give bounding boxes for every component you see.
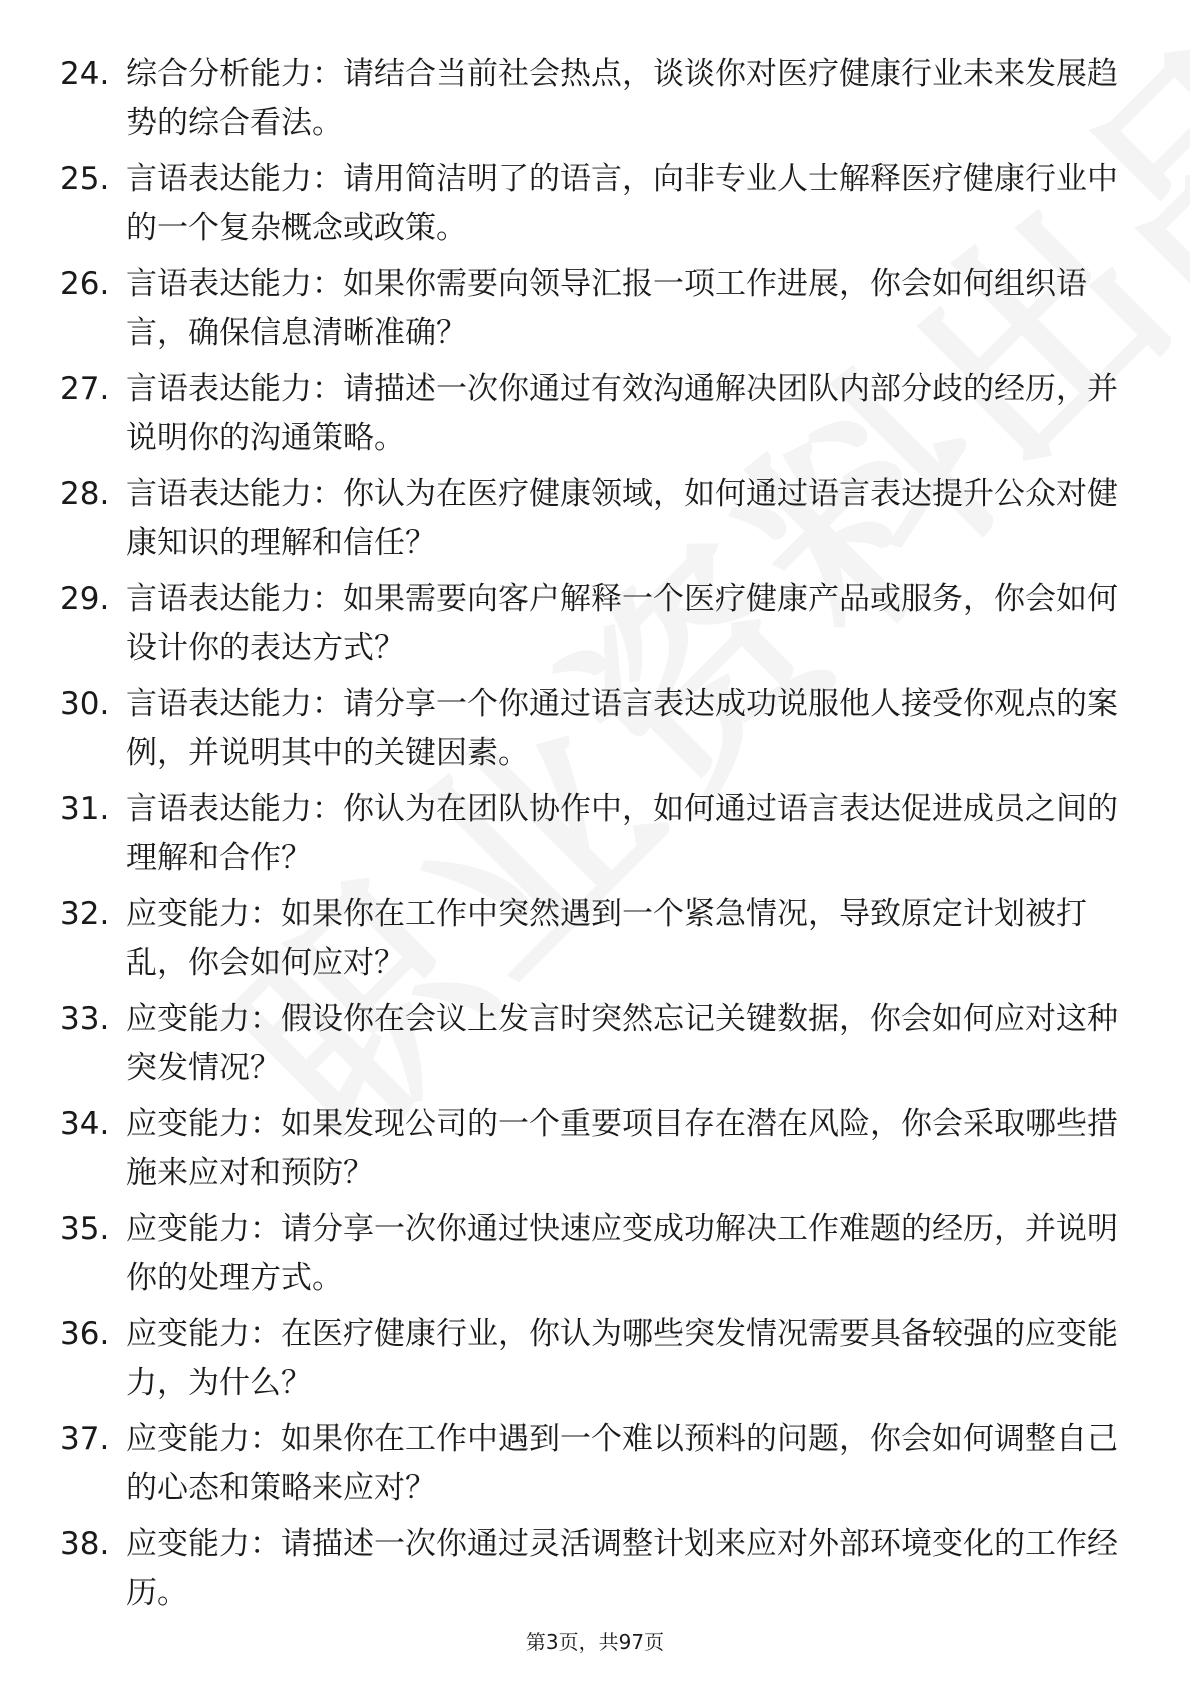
question-item [60, 995, 1120, 1093]
question-text: 应变能力：请分享一次你通过快速应变成功解决工作难题的经历，并说明你的处理方式。 [126, 1211, 1118, 1296]
question-item [60, 50, 1120, 148]
question-item [60, 155, 1120, 253]
question-number: 27. [60, 371, 110, 407]
question-text: 言语表达能力：请描述一次你通过有效沟通解决团队内部分歧的经历，并说明你的沟通策略。 [126, 371, 1118, 456]
question-number: 35. [60, 1211, 110, 1247]
question-number: 33. [60, 1001, 110, 1037]
question-number: 24. [60, 56, 110, 92]
question-item [60, 470, 1120, 568]
question-number: 30. [60, 686, 110, 722]
question-number: 29. [60, 581, 110, 617]
question-item [60, 1520, 1120, 1618]
question-item [60, 260, 1120, 358]
question-item [60, 575, 1120, 673]
question-text: 言语表达能力：请用简洁明了的语言，向非专业人士解释医疗健康行业中的一个复杂概念或政策。 [126, 161, 1118, 246]
question-text: 应变能力：假设你在会议上发言时突然忘记关键数据，你会如何应对这种突发情况？ [126, 1001, 1118, 1086]
question-number: 36. [60, 1316, 110, 1352]
question-item [60, 365, 1120, 463]
question-number: 28. [60, 476, 110, 512]
question-number: 34. [60, 1106, 110, 1142]
question-text: 应变能力：在医疗健康行业，你认为哪些突发情况需要具备较强的应变能力，为什么？ [126, 1316, 1118, 1401]
question-text: 综合分析能力：请结合当前社会热点，谈谈你对医疗健康行业未来发展趋势的综合看法。 [126, 56, 1118, 141]
question-item [60, 1415, 1120, 1513]
question-item [60, 1205, 1120, 1303]
page-number: 第3页，共97页 [525, 1630, 665, 1654]
question-item [60, 680, 1120, 778]
question-number: 38. [60, 1526, 110, 1562]
question-item [60, 1310, 1120, 1408]
question-item [60, 890, 1120, 988]
question-text: 言语表达能力：请分享一个你通过语言表达成功说服他人接受你观点的案例，并说明其中的关键因素。 [126, 686, 1118, 771]
question-text: 言语表达能力：你认为在团队协作中，如何通过语言表达促进成员之间的理解和合作？ [126, 791, 1118, 876]
question-number: 37. [60, 1421, 110, 1457]
question-number: 31. [60, 791, 110, 827]
question-number: 25. [60, 161, 110, 197]
question-text: 应变能力：如果你在工作中突然遇到一个紧急情况，导致原定计划被打乱，你会如何应对？ [126, 896, 1087, 981]
question-text: 言语表达能力：如果需要向客户解释一个医疗健康产品或服务，你会如何设计你的表达方式？ [126, 581, 1118, 666]
question-item [60, 1100, 1120, 1198]
question-list [60, 50, 1120, 1625]
question-item [60, 785, 1120, 883]
question-text: 言语表达能力：你认为在医疗健康领域，如何通过语言表达提升公众对健康知识的理解和信任？ [126, 476, 1118, 561]
question-text: 应变能力：如果发现公司的一个重要项目存在潜在风险，你会采取哪些措施来应对和预防？ [126, 1106, 1118, 1191]
question-number: 32. [60, 896, 110, 932]
question-text: 应变能力：请描述一次你通过灵活调整计划来应对外部环境变化的工作经历。 [126, 1526, 1118, 1611]
question-text: 言语表达能力：如果你需要向领导汇报一项工作进展，你会如何组织语言，确保信息清晰准确？ [126, 266, 1087, 351]
question-number: 26. [60, 266, 110, 302]
question-text: 应变能力：如果你在工作中遇到一个难以预料的问题，你会如何调整自己的心态和策略来应对？ [126, 1421, 1118, 1506]
